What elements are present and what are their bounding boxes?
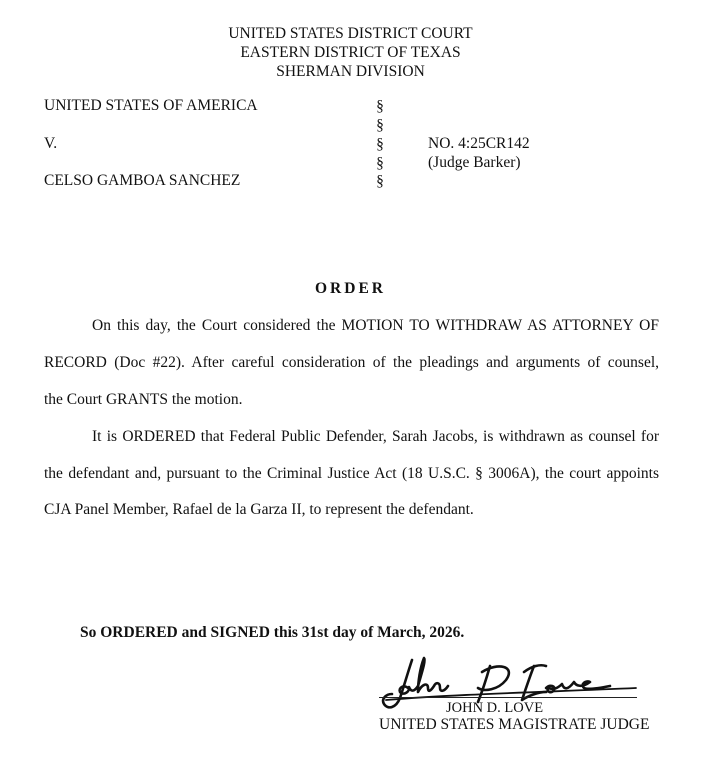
section-symbol: § xyxy=(376,117,384,134)
signature-line xyxy=(379,697,637,698)
section-symbol: § xyxy=(376,155,384,172)
order-title: ORDER xyxy=(315,280,386,297)
judge-title: UNITED STATES MAGISTRATE JUDGE xyxy=(379,716,650,733)
paragraph-line: RECORD (Doc #22). After careful consideration of the pleadings and arguments of counsel, xyxy=(44,354,659,371)
section-symbol: § xyxy=(376,173,384,190)
district-name: EASTERN DISTRICT OF TEXAS xyxy=(240,44,461,61)
paragraph-line: the Court GRANTS the motion. xyxy=(44,391,243,408)
signed-date-line: So ORDERED and SIGNED this 31st day of March, 2026. xyxy=(80,624,465,641)
paragraph-line: On this day, the Court considered the MOTION TO WITHDRAW AS ATTORNEY OF xyxy=(92,317,659,334)
defendant-name: CELSO GAMBOA SANCHEZ xyxy=(44,172,241,189)
case-number: NO. 4:25CR142 xyxy=(428,135,530,152)
paragraph-line: CJA Panel Member, Rafael de la Garza II, to represent the defendant. xyxy=(44,501,474,518)
judge-name: JOHN D. LOVE xyxy=(446,700,544,716)
court-header xyxy=(0,24,701,81)
paragraph-line: the defendant and, pursuant to the Criminal Justice Act (18 U.S.C. § 3006A), the court appoints xyxy=(44,465,659,482)
assigned-judge: (Judge Barker) xyxy=(428,154,521,171)
section-symbol: § xyxy=(376,98,384,115)
versus-label: V. xyxy=(44,135,58,152)
plaintiff-name: UNITED STATES OF AMERICA xyxy=(44,97,258,114)
court-name: UNITED STATES DISTRICT COURT xyxy=(228,25,473,42)
paragraph-line: It is ORDERED that Federal Public Defender, Sarah Jacobs, is withdrawn as counsel for xyxy=(92,428,659,445)
division-name: SHERMAN DIVISION xyxy=(276,63,425,80)
section-symbol: § xyxy=(376,136,384,153)
